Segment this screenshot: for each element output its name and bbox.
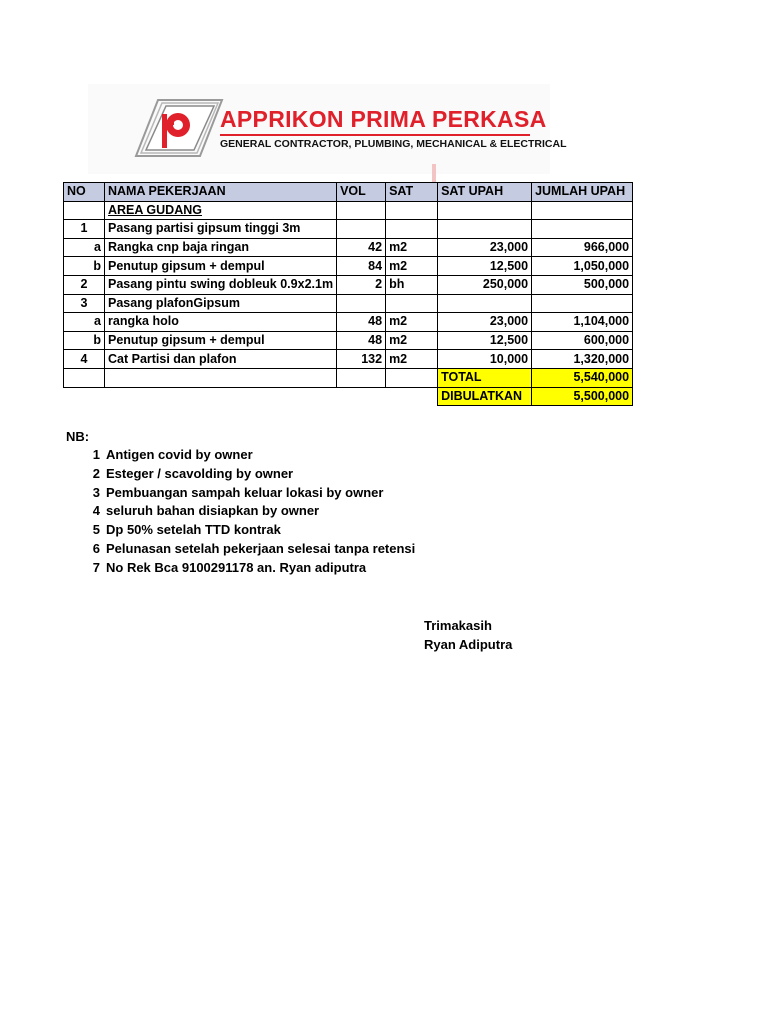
total-label: TOTAL [438,368,532,387]
cell-sat [386,220,438,239]
notes-list [88,446,415,578]
cell-vol: 48 [337,331,386,350]
list-item [88,484,415,503]
cell-sat-upah: 12,500 [438,331,532,350]
cell-vol: 2 [337,275,386,294]
table-row [64,350,633,369]
note-number: 1 [92,447,100,462]
letterhead [88,84,567,174]
cell-jumlah-upah: 1,104,000 [532,313,633,332]
cell-no: 1 [64,220,105,239]
cell-sat: m2 [386,257,438,276]
red-mark [432,164,436,182]
cell-sat [386,201,438,220]
rounded-total-value: 5,500,000 [532,387,633,406]
closing-text: Trimakasih [424,618,492,633]
cell-sat-upah [438,201,532,220]
cell-jumlah-upah: 966,000 [532,238,633,257]
note-number: 6 [92,540,100,556]
cell-jumlah-upah: 1,320,000 [532,350,633,369]
cell-nama-pekerjaan: Penutup gipsum + dempul [105,331,337,350]
note-text: Dp 50% setelah TTD kontrak [106,522,281,538]
list-item [88,559,415,578]
table-row [64,220,633,239]
note-number: 5 [92,522,100,538]
cell-vol: 48 [337,313,386,332]
note-text: Esteger / scavolding by owner [106,465,294,481]
cell-nama-pekerjaan: Pasang partisi gipsum tinggi 3m [105,220,337,239]
cell-jumlah-upah [532,294,633,313]
cell-no [64,201,105,220]
col-header-sat: SAT [386,183,438,202]
cell-vol [337,220,386,239]
col-header-sat-upah: SAT UPAH [438,183,532,202]
note-number: 7 [92,559,100,575]
cell-no: a [64,238,105,257]
list-item [88,446,415,465]
rounded-total-row [64,387,633,406]
cell-sat: m2 [386,238,438,257]
col-header-nama-pekerjaan: NAMA PEKERJAAN [105,183,337,202]
cell-sat-upah: 12,500 [438,257,532,276]
table-row [64,201,633,220]
cell-nama-pekerjaan: Rangka cnp baja ringan [105,238,337,257]
cell-nama-pekerjaan: Penutup gipsum + dempul [105,257,337,276]
note-number: 3 [92,484,100,500]
cell-sat-upah: 23,000 [438,313,532,332]
cell-sat [386,294,438,313]
note-text: No Rek Bca 9100291178 an. Ryan adiputra [106,559,367,575]
note-text: seluruh bahan disiapkan by owner [106,503,320,519]
note-text: Pelunasan setelah pekerjaan selesai tanpa retensi [106,540,416,556]
cell-no: 3 [64,294,105,313]
cell-nama-pekerjaan: Pasang plafonGipsum [105,294,337,313]
table-row [64,238,633,257]
cell-no: b [64,331,105,350]
signature-block [424,616,512,654]
col-header-jumlah-upah: JUMLAH UPAH [532,183,633,202]
table-row [64,257,633,276]
cell-vol: 132 [337,350,386,369]
cell-empty [64,368,105,387]
rounded-total-label: DIBULATKAN [438,387,532,406]
cell-empty [386,368,438,387]
note-text: Antigen covid by owner [106,447,253,462]
cell-no: 2 [64,275,105,294]
company-name: APPRIKON PRIMA PERKASA [220,106,547,132]
col-header-no: NO [64,183,105,202]
signer-name: Ryan Adiputra [424,637,513,652]
cell-sat-upah: 10,000 [438,350,532,369]
cell-empty [337,387,386,406]
cell-jumlah-upah: 500,000 [532,275,633,294]
table-row [64,313,633,332]
header-divider [220,134,530,136]
cell-nama-pekerjaan: AREA GUDANG [105,201,337,220]
cell-jumlah-upah: 1,050,000 [532,257,633,276]
list-item [88,502,415,521]
cell-sat: bh [386,275,438,294]
cell-vol [337,294,386,313]
list-item [88,521,415,540]
company-tagline: GENERAL CONTRACTOR, PLUMBING, MECHANICAL & ELECTRICAL [220,138,567,150]
list-item [88,465,415,484]
cell-sat: m2 [386,350,438,369]
table-header-row [64,183,633,202]
note-number: 2 [92,465,100,481]
notes-title: NB: [66,429,90,444]
cell-sat-upah: 250,000 [438,275,532,294]
note-text: Pembuangan sampah keluar lokasi by owner [106,484,384,500]
note-number: 4 [92,503,100,519]
cell-jumlah-upah: 600,000 [532,331,633,350]
cell-empty [337,368,386,387]
company-logo-icon [128,94,228,162]
table-row [64,331,633,350]
cell-empty [386,387,438,406]
cell-sat-upah [438,294,532,313]
cell-jumlah-upah [532,220,633,239]
cell-sat: m2 [386,331,438,350]
cell-jumlah-upah [532,201,633,220]
table-row [64,294,633,313]
total-row [64,368,633,387]
cell-sat: m2 [386,313,438,332]
cell-sat-upah [438,220,532,239]
cell-nama-pekerjaan: Pasang pintu swing dobleuk 0.9x2.1m [105,275,337,294]
table-row [64,275,633,294]
cell-empty [64,387,105,406]
cell-vol [337,201,386,220]
cell-no: b [64,257,105,276]
cost-table [63,182,633,406]
cell-no: 4 [64,350,105,369]
cell-no: a [64,313,105,332]
total-value: 5,540,000 [532,368,633,387]
list-item [88,540,415,559]
col-header-vol: VOL [337,183,386,202]
cell-nama-pekerjaan: Cat Partisi dan plafon [105,350,337,369]
cell-sat-upah: 23,000 [438,238,532,257]
cell-vol: 42 [337,238,386,257]
cell-empty [105,368,337,387]
cell-vol: 84 [337,257,386,276]
cell-nama-pekerjaan: rangka holo [105,313,337,332]
cell-empty [105,387,337,406]
